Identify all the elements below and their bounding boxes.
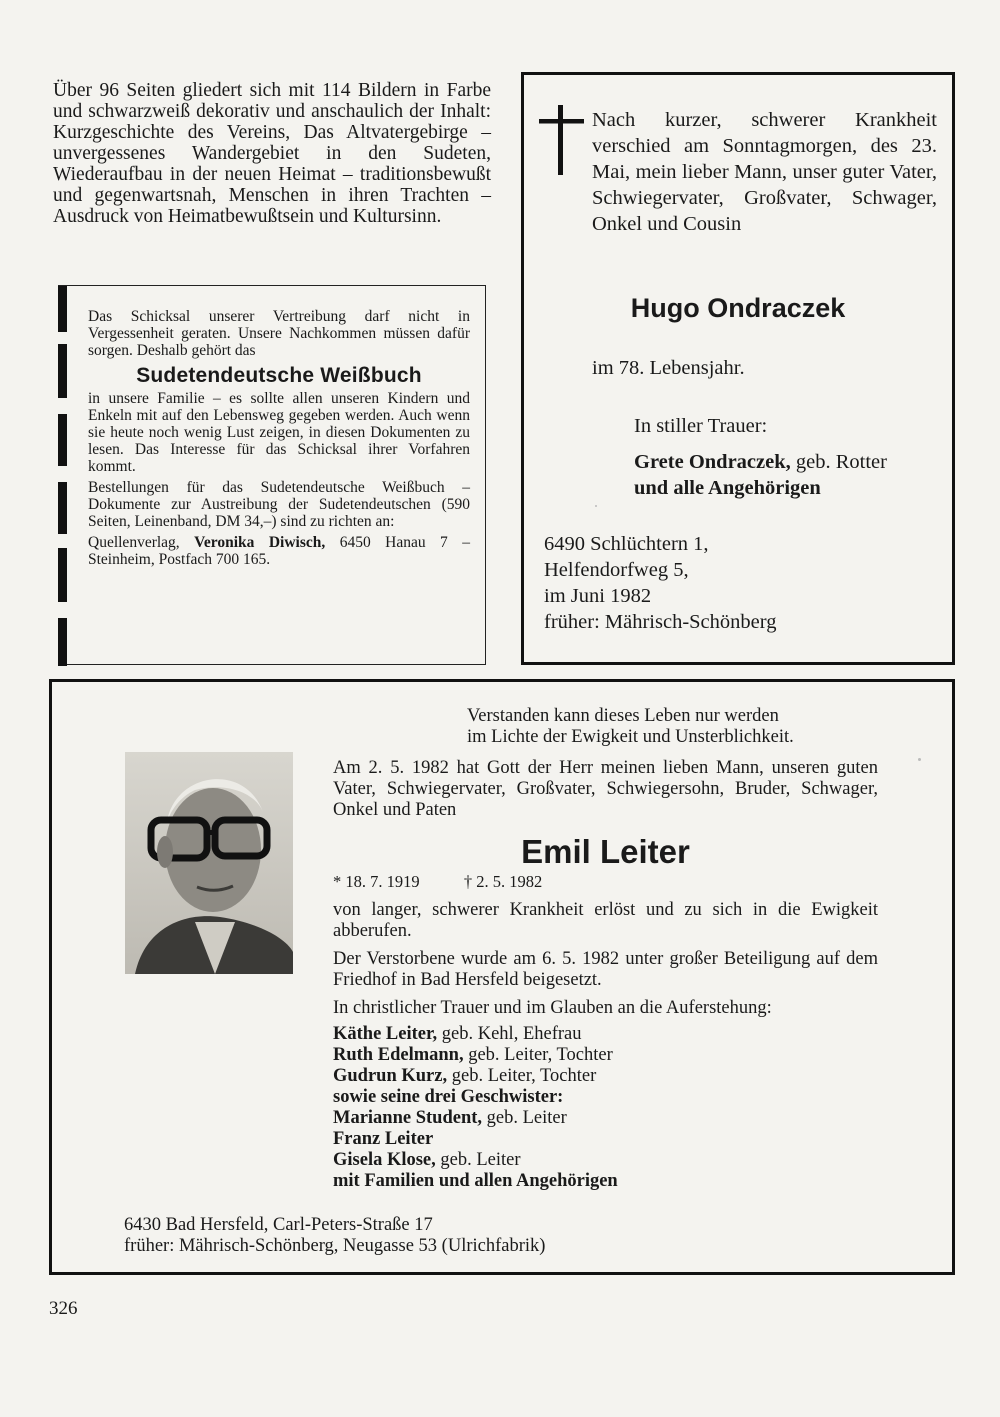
widow-name: Grete Ondraczek, xyxy=(634,451,791,473)
birth-date: * 18. 7. 1919 xyxy=(333,872,420,891)
address-line: Helfendorfweg 5, xyxy=(544,559,689,581)
address-line: im Juni 1982 xyxy=(544,585,652,607)
weissbuch-ad xyxy=(58,285,486,665)
ad-publisher-address xyxy=(88,534,470,568)
death-date: † 2. 5. 1982 xyxy=(463,872,543,891)
announcement-text: Am 2. 5. 1982 hat Gott der Herr meinen lieben Mann, unseren guten Vater, Schwiegervater, Großvater, Schwiegersohn, Bruder, Schwager, Onkel und Paten xyxy=(333,758,878,820)
ad-bar-segment xyxy=(58,482,67,534)
ad-bar-segment xyxy=(58,286,67,332)
quote-line: im Lichte der Ewigkeit und Unsterblichkeit. xyxy=(467,727,794,747)
relatives-line: und alle Angehörigen xyxy=(634,477,821,499)
ad-order-text: Bestellungen für das Sudetendeutsche Weißbuch – Dokumente zur Austreibung der Sudetendeutschen (590 Seiten, Leinenband, DM 34,–) sind zu richten an: xyxy=(88,479,470,530)
family-address xyxy=(124,1215,545,1257)
address-line: 6490 Schlüchtern 1, xyxy=(544,533,709,555)
ad-title: Sudetendeutsche Weißbuch xyxy=(136,364,422,387)
ad-publisher-prefix: Quellenverlag, xyxy=(88,534,195,551)
ad-publisher-suffix: 6450 Hanau 7 – Steinheim, Postfach 700 165. xyxy=(88,534,471,568)
deceased-name: Emil Leiter xyxy=(521,833,690,870)
obituary-announcement: Nach kurzer, schwerer Krankheit verschied am Sonntagmorgen, des 23. Mai, mein lieber Mann, unser guter Vater, Schwiegervater, Großvater, Schwager, Onkel und Cousin xyxy=(592,109,937,235)
mourner: Ruth Edelmann, geb. Leiter, Tochter xyxy=(333,1045,613,1065)
ad-bar-segment xyxy=(58,344,67,398)
life-dates xyxy=(333,871,878,892)
mourner: Gisela Klose, geb. Leiter xyxy=(333,1150,521,1170)
address-line: früher: Mährisch-Schönberg, Neugasse 53 (Ulrichfabrik) xyxy=(124,1236,546,1256)
cross-icon xyxy=(539,105,584,175)
mourners-block xyxy=(634,449,887,501)
burial-text: Der Verstorbene wurde am 6. 5. 1982 unter großer Beteiligung auf dem Friedhof in Bad Hersfeld beigesetzt. xyxy=(333,949,878,990)
ad-body-text: in unsere Familie – es sollte allen unseren Kindern und Enkeln mit auf den Lebensweg gegeben werden. Auch wenn sie heute noch wenig Lust zeigen, in diesen Dokumenten zu lesen. Das Interesse für das Schicksal ihrer Vorfahren kommt. xyxy=(88,390,470,475)
page-number: 326 xyxy=(49,1298,78,1319)
address-line: 6430 Bad Hersfeld, Carl-Peters-Straße 17 xyxy=(124,1215,433,1235)
faith-text: In christlicher Trauer und im Glauben an die Auferstehung: xyxy=(333,998,772,1018)
ad-publisher-name: Veronika Diwisch, xyxy=(194,534,326,551)
intro-text: Über 96 Seiten gliedert sich mit 114 Bildern in Farbe und schwarzweiß dekorativ und anschaulich der Inhalt: Kurzgeschichte des Vereins, Das Altvatergebirge – unvergessenes Wandergebiet in den Sudeten, Wiederaufbau in der neuen Heimat – traditionsbewußt und gegenwartsnah, Menschen in ihren Trachten – Ausdruck von Heimatbewußtsein und Kultursinn. xyxy=(53,80,491,227)
mourner: Gudrun Kurz, geb. Leiter, Tochter xyxy=(333,1066,597,1086)
obituary-leiter xyxy=(49,679,955,1275)
obituary-body xyxy=(333,758,878,1192)
mourner: mit Familien und allen Angehörigen xyxy=(333,1171,618,1191)
deceased-name: Hugo Ondraczek xyxy=(630,293,846,323)
print-speck xyxy=(918,758,921,761)
mourner: Käthe Leiter, geb. Kehl, Ehefrau xyxy=(333,1024,582,1044)
ad-bar-segment xyxy=(58,548,67,602)
obituary-quote xyxy=(467,706,794,748)
mourner: Franz Leiter xyxy=(333,1129,434,1149)
mourner: sowie seine drei Geschwister: xyxy=(333,1087,564,1107)
mourner: Marianne Student, geb. Leiter xyxy=(333,1108,567,1128)
deceased-age: im 78. Lebensjahr. xyxy=(592,357,745,379)
print-speck xyxy=(595,505,597,507)
ad-intro-text: Das Schicksal unserer Vertreibung darf nicht in Vergessenheit geraten. Unsere Nachkommen müssen dafür sorgen. Deshalb gehört das xyxy=(88,308,470,359)
intro-paragraph xyxy=(53,80,491,227)
widow-maiden-name: geb. Rotter xyxy=(790,451,887,473)
ad-bar-segment xyxy=(58,414,67,466)
quote-line: Verstanden kann dieses Leben nur werden xyxy=(467,706,779,726)
mourning-heading: In stiller Trauer: xyxy=(634,415,768,437)
mourners-list xyxy=(333,1024,878,1192)
family-address xyxy=(544,531,776,635)
portrait-photo xyxy=(125,752,293,974)
release-text: von langer, schwerer Krankheit erlöst und zu sich in die Ewigkeit abberufen. xyxy=(333,900,878,941)
address-line: früher: Mährisch-Schönberg xyxy=(544,611,777,633)
obituary-ondraczek xyxy=(521,72,955,665)
ad-bar-segment xyxy=(58,618,67,666)
